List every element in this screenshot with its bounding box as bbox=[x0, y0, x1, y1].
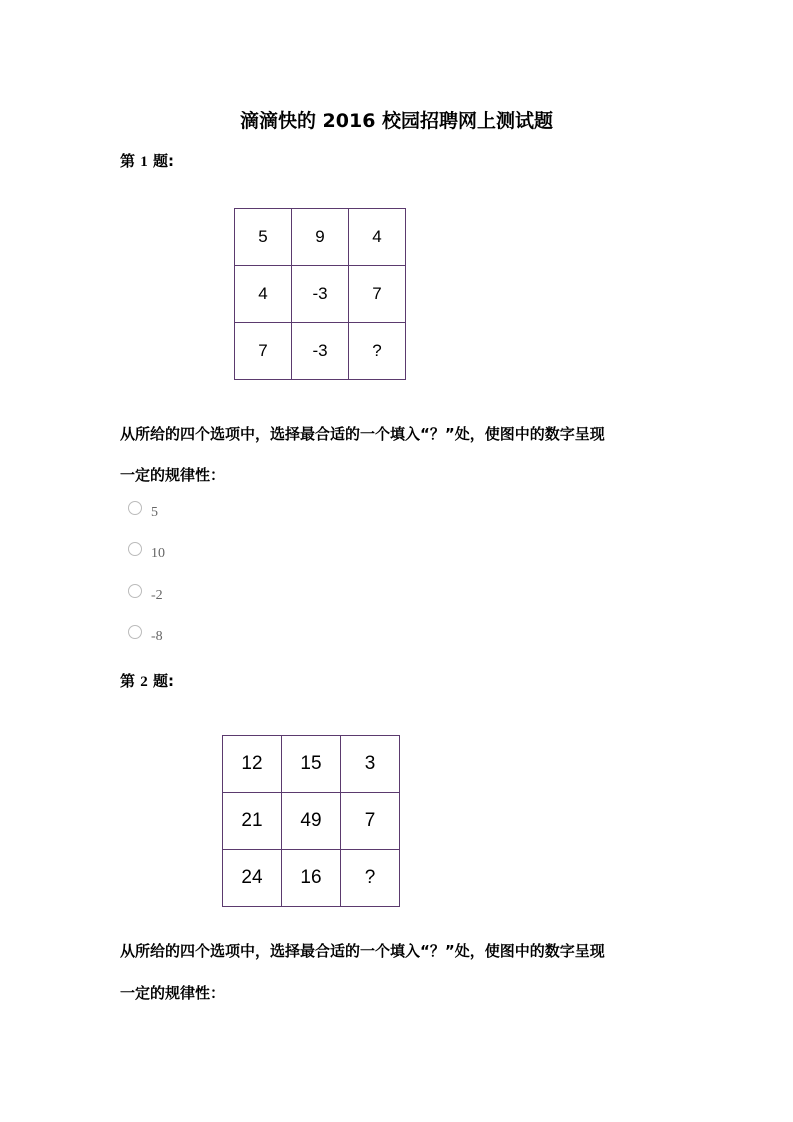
radio-circle-icon[interactable] bbox=[128, 501, 142, 515]
option-label: -8 bbox=[151, 629, 163, 644]
question-number: 2 bbox=[140, 674, 148, 690]
option-radio-3[interactable] bbox=[128, 588, 163, 604]
radio-circle-icon[interactable] bbox=[128, 625, 142, 639]
radio-circle-icon[interactable] bbox=[128, 542, 142, 556]
question-2-grid bbox=[222, 735, 400, 907]
radio-circle-icon[interactable] bbox=[128, 584, 142, 598]
grid-cell: 7 bbox=[235, 323, 292, 380]
grid-cell: -3 bbox=[292, 323, 349, 380]
grid-cell: 24 bbox=[223, 850, 282, 907]
question-1-heading bbox=[120, 150, 174, 171]
grid-cell: 4 bbox=[349, 209, 406, 266]
grid-cell: 9 bbox=[292, 209, 349, 266]
option-radio-1[interactable] bbox=[128, 505, 158, 521]
label-prefix: 第 bbox=[120, 672, 136, 690]
question-1-instruction-line1: 从所给的四个选项中，选择最合适的一个填入“？”处，使图中的数字呈现 bbox=[120, 425, 605, 443]
grid-cell: 3 bbox=[341, 736, 400, 793]
question-1-instruction-line2: 一定的规律性： bbox=[120, 466, 226, 484]
option-radio-2[interactable] bbox=[128, 546, 165, 562]
grid-cell: 7 bbox=[349, 266, 406, 323]
option-label: 10 bbox=[151, 546, 165, 561]
question-number: 1 bbox=[140, 154, 148, 170]
question-2-instruction-line2: 一定的规律性： bbox=[120, 984, 226, 1002]
grid-cell: 7 bbox=[341, 793, 400, 850]
question-1-grid bbox=[234, 208, 406, 380]
grid-cell: ? bbox=[349, 323, 406, 380]
label-prefix: 第 bbox=[120, 152, 136, 170]
grid-cell: 12 bbox=[223, 736, 282, 793]
grid-cell: 15 bbox=[282, 736, 341, 793]
grid-cell: 4 bbox=[235, 266, 292, 323]
grid-cell: 5 bbox=[235, 209, 292, 266]
grid-cell: -3 bbox=[292, 266, 349, 323]
option-label: -2 bbox=[151, 588, 163, 603]
page-title: 滴滴快的 2016 校园招聘网上测试题 bbox=[239, 110, 554, 132]
grid-cell: ? bbox=[341, 850, 400, 907]
grid-cell: 16 bbox=[282, 850, 341, 907]
grid-cell: 21 bbox=[223, 793, 282, 850]
label-suffix: 题: bbox=[152, 672, 174, 690]
label-suffix: 题: bbox=[152, 152, 174, 170]
question-2-instruction-line1: 从所给的四个选项中，选择最合适的一个填入“？”处，使图中的数字呈现 bbox=[120, 942, 605, 960]
grid-cell: 49 bbox=[282, 793, 341, 850]
option-label: 5 bbox=[151, 505, 158, 520]
question-2-heading bbox=[120, 670, 174, 691]
option-radio-4[interactable] bbox=[128, 629, 163, 645]
